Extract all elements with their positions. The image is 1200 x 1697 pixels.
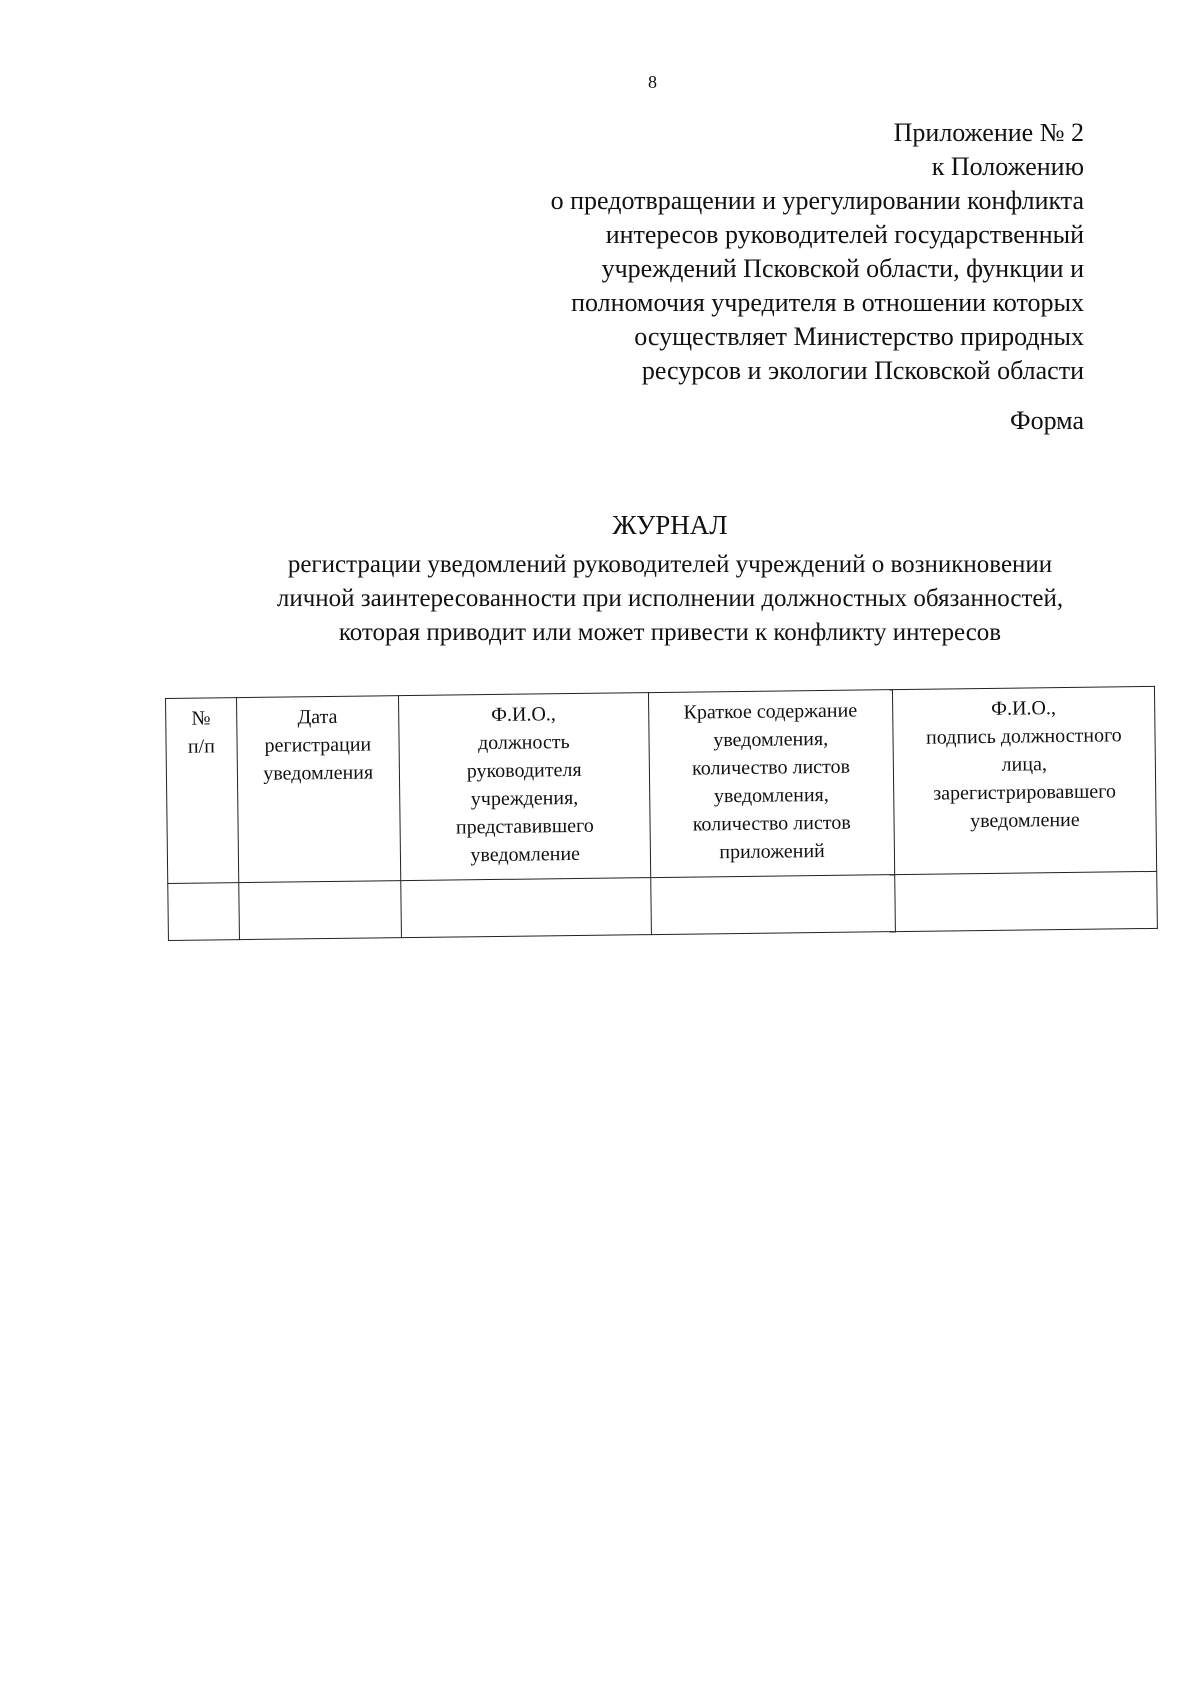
journal-title: ЖУРНАЛ [612,510,728,540]
column-header-head-info [398,693,650,881]
table-cell [650,875,895,935]
column-header-date [236,696,401,883]
header-line: уведомление [470,842,581,867]
appendix-line: ресурсов и экологии Псковской области [641,356,1084,385]
appendix-line: осуществляет Министерство природных [634,322,1084,351]
journal-subtitle-line: личной заинтересованности при исполнении должностных обязанностей, [276,585,1064,612]
table-cell [894,871,1157,931]
header-line: Ф.И.О., [491,703,556,727]
appendix-line: интересов руководителей государственный [605,220,1084,249]
journal-heading [140,508,1200,650]
appendix-line: полномочия учредителя в отношении которых [571,288,1084,317]
header-line: должность [477,731,570,755]
header-line: зарегистрировавшего [933,780,1117,805]
journal-subtitle-line: регистрации уведомлений руководителей учреждений о возникновении [287,551,1053,578]
header-line: количество листов [691,755,851,780]
header-line: учреждения, [470,786,579,811]
header-line: руководителя [466,758,582,783]
appendix-line: к Положению [931,152,1084,181]
column-header-registrar [892,686,1157,874]
header-line: Дата [297,705,338,729]
header-line: уведомления [263,761,374,785]
header-line: № [191,707,211,730]
appendix-line: учреждений Псковской области, функции и [601,254,1084,283]
appendix-line: о предотвращении и урегулировании конфликта [550,186,1084,215]
header-line: лица, [1001,753,1048,776]
table-cell [168,883,239,941]
column-header-summary [648,690,894,878]
header-line: представившего [455,814,594,839]
header-line: уведомления, [713,727,829,752]
header-line: количество листов [692,811,851,836]
header-line: подпись должностного [925,724,1122,749]
journal-subtitle-line: которая приводит или может привести к конфликту интересов [338,619,1002,646]
header-line: п/п [187,735,215,758]
table-cell [401,878,651,938]
table-header-row [166,686,1157,883]
header-line: уведомление [970,808,1080,833]
header-line: регистрации [264,733,372,757]
header-line: Краткое содержание [683,699,858,724]
table-cell [238,881,401,940]
table-row [168,871,1158,940]
column-header-number [166,698,239,884]
appendix-line: Приложение № 2 [893,118,1084,147]
form-label: Форма [1010,406,1084,435]
header-line: приложений [719,839,825,864]
page-number: 8 [648,72,657,92]
header-line: уведомления, [713,783,829,808]
header-line: Ф.И.О., [991,697,1057,720]
journal-subtitle [140,548,1200,650]
register-table [165,686,1158,941]
appendix-header [551,116,1084,388]
